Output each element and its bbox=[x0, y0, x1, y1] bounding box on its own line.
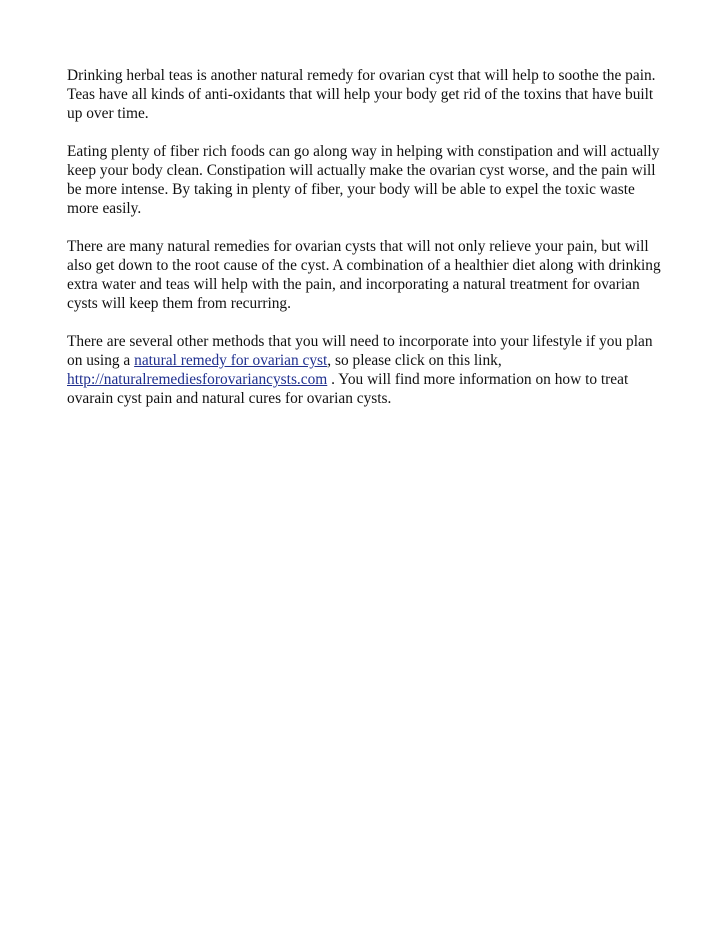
website-url-link[interactable]: http://naturalremediesforovariancysts.com bbox=[67, 371, 328, 388]
paragraph-other-methods bbox=[67, 332, 663, 408]
text-between-links: , so please click on this link, bbox=[327, 352, 502, 369]
text-after-link: . You will find more information on how to treat ovarain cyst pain and natural cures for ovarian cysts. bbox=[67, 371, 629, 407]
text-before-link: There are several other methods that you will need to incorporate into your lifestyle if you plan on using a bbox=[67, 333, 653, 369]
natural-remedy-link[interactable]: natural remedy for ovarian cyst bbox=[134, 352, 328, 369]
paragraph-fiber-foods: Eating plenty of fiber rich foods can go along way in helping with constipation and will actually keep your body clean. Constipation will actually make the ovarian cyst worse, and the pain will be more intense. By taking in plenty of fiber, your body will be able to expel the toxic waste more easily. bbox=[67, 143, 660, 217]
paragraph-herbal-teas: Drinking herbal teas is another natural remedy for ovarian cyst that will help to soothe the pain. Teas have all kinds of anti-oxidants that will help your body get rid of the toxins that have built up over time. bbox=[67, 67, 656, 122]
document-body bbox=[67, 66, 663, 427]
paragraph-natural-remedies: There are many natural remedies for ovarian cysts that will not only relieve your pain, but will also get down to the root cause of the cyst. A combination of a healthier diet along with drinking extra water and teas will help with the pain, and incorporating a natural treatment for ovarian cysts will keep them from recurring. bbox=[67, 238, 661, 312]
